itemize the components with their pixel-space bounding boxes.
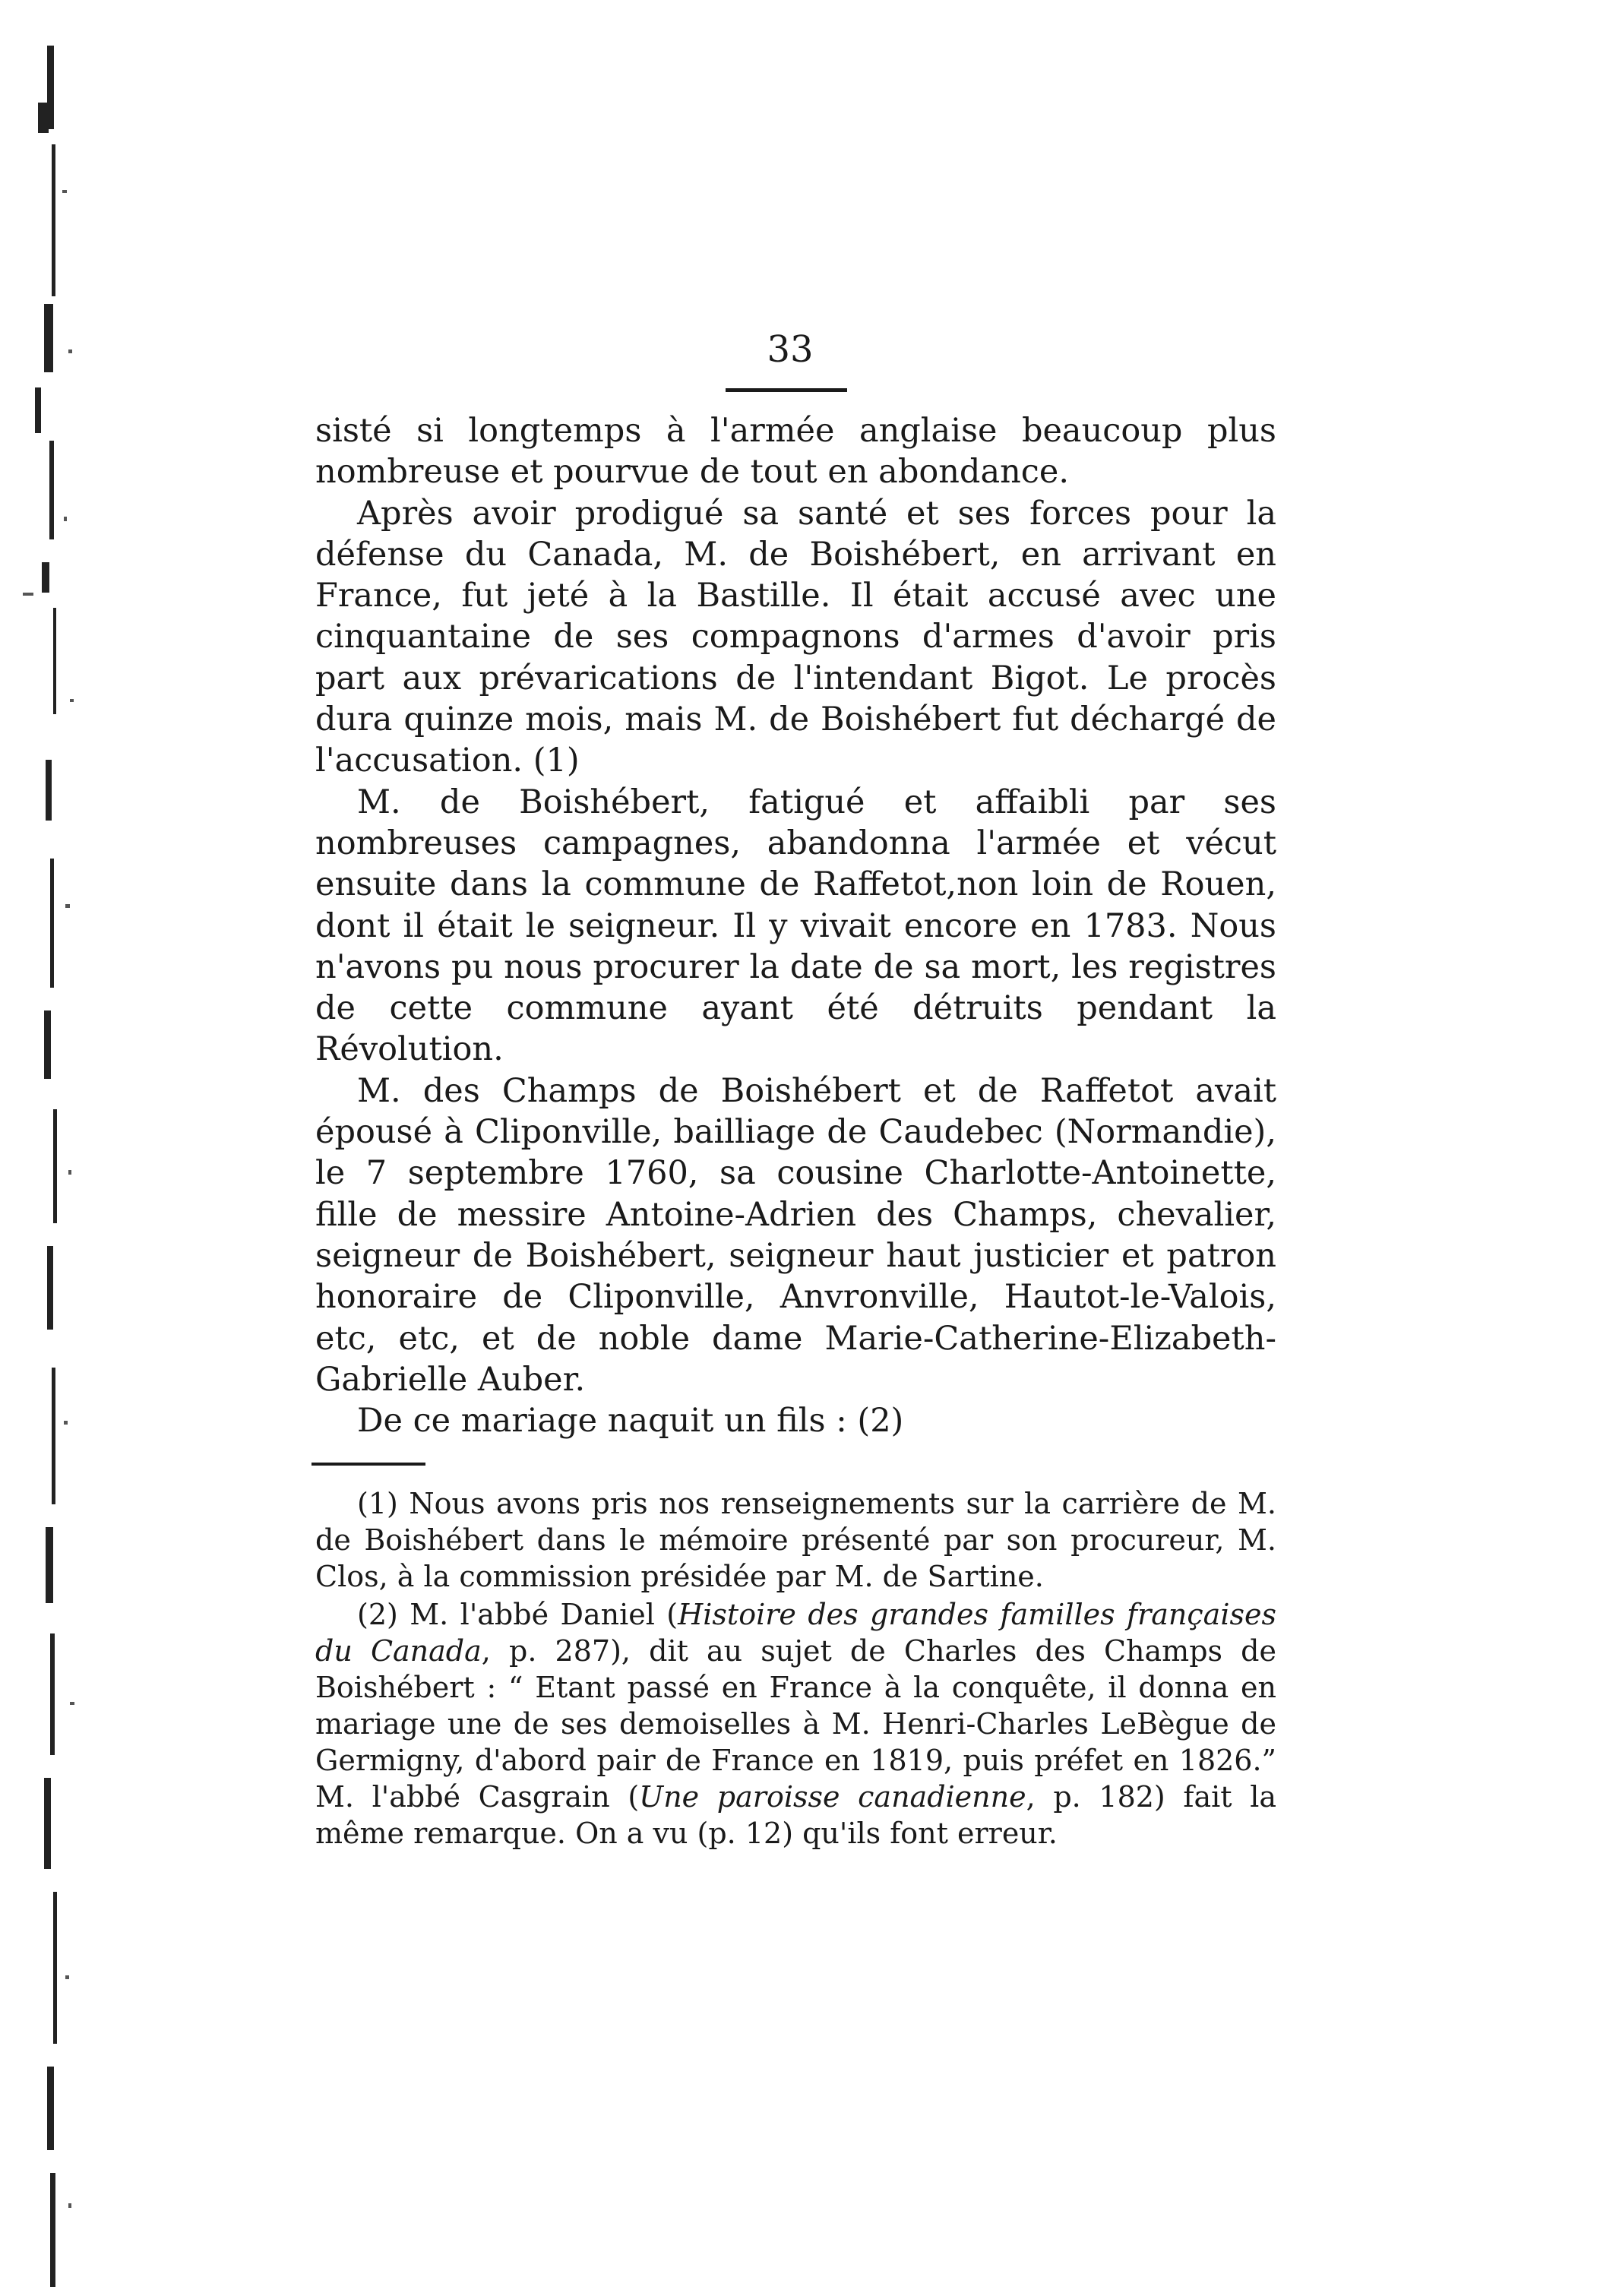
page-number: 33 <box>767 328 814 371</box>
footnote-2-text: , p. 182) fait la même remarque. On a vu (p. 12) qu'ils font erreur. <box>315 1780 1277 1850</box>
paragraph-son: De ce mariage naquit un fils : (2) <box>357 1402 904 1441</box>
paragraph-marriage: M. des Champs de Boishébert et de Raffetot avait épousé à Cliponville, bailliage de Caudebec (Normandie), le 7 septembre 1760, sa cousine Charlotte-Antoinette, fille de messire Antoine-Adrien des Champs, chevalier, seigneur de Boishébert, seigneur haut justicier et patron honoraire de Cliponville, Anvronville, Hautot-le-Valois, etc, etc, et de noble dame Marie-Catherine-Elizabeth-Gabrielle Auber. <box>315 1071 1276 1399</box>
paragraph-bastille: Après avoir prodigué sa santé et ses forces pour la défense du Canada, M. de Boishébert, en arrivant en France, fut jeté à la Bastille. Il était accusé avec une cinquantaine de ses compagnons d'armes d'avoir pris part aux prévarications de l'intendant Bigot. Le procès dura quinze mois, mais M. de Boishébert fut déchargé de l'accusation. (1) <box>315 494 1276 780</box>
footnote-1: (1) Nous avons pris nos renseignements sur la carrière de M. de Boishébert dans le mémoire présenté par son procureur, M. Clos, à la commission présidée par M. de Sartine. <box>315 1487 1276 1593</box>
footnote-2-text: (2) M. l'abbé Daniel ( <box>357 1598 678 1631</box>
footnote-2-text: , p. 287), dit au sujet de Charles des Champs de Boishébert : “ Etant passé en France à la conquête, il donna en mariage une de ses demoiselles à M. Henri-Charles LeBègue de Germigny, d'abord pair de France en 1819, puis préfet en 1826.” M. l'abbé Casgrain ( <box>315 1634 1276 1814</box>
paragraph-continuation: sisté si longtemps à l'armée anglaise beaucoup plus nombreuse et pourvue de tout en abondance. <box>315 412 1276 492</box>
page-number-rule <box>726 388 847 392</box>
footnotes <box>315 1485 1276 1852</box>
footnote-2-book-title: Histoire des grandes familles françaises du Canada <box>315 1598 1276 1668</box>
paragraph-raffetot: M. de Boishébert, fatigué et affaibli par ses nombreuses campagnes, abandonna l'armée et vécut ensuite dans la commune de Raffetot,non loin de Rouen, dont il était le seigneur. Il y vivait encore en 1783. Nous n'avons pu nous procurer la date de sa mort, les registres de cette commune ayant été détruits pendant la Révolution. <box>315 783 1276 1069</box>
footnote-separator <box>311 1463 425 1466</box>
binding-edge-scan-shadow <box>0 30 91 2293</box>
footnote-2 <box>315 1596 1276 1852</box>
main-text <box>315 410 1276 1441</box>
footnote-2-book-title: Une paroisse canadienne <box>639 1780 1026 1814</box>
